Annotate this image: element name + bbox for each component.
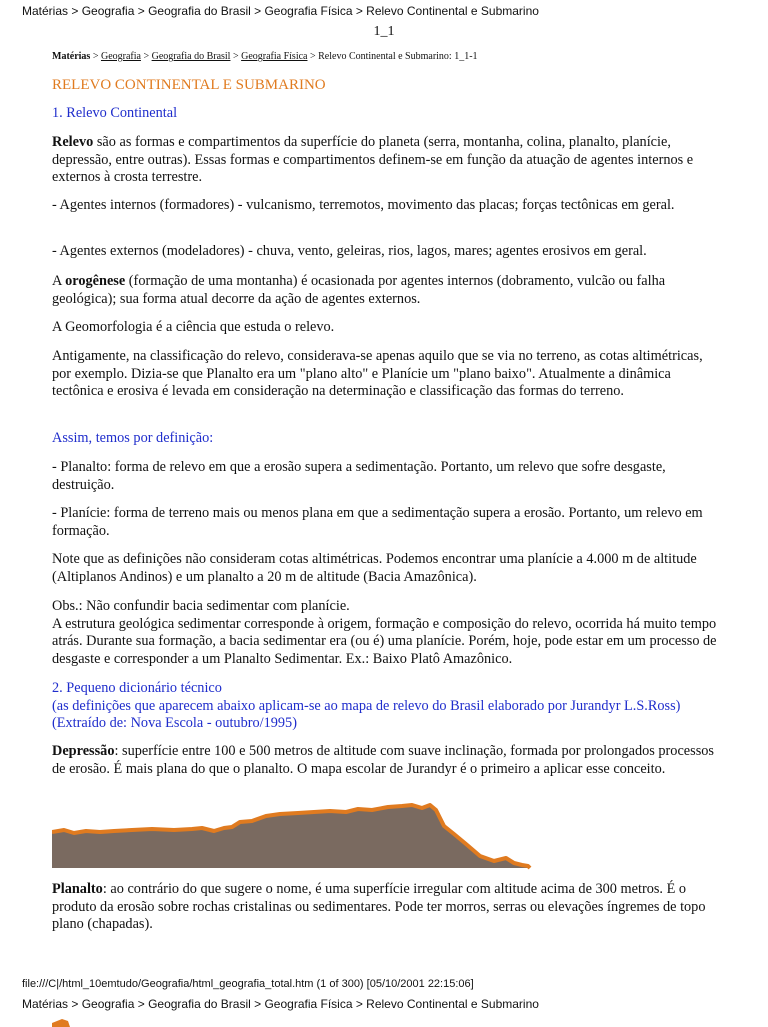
section-title: 2. Pequeno dicionário técnico [52, 680, 222, 696]
paragraph-text: A estrutura geológica sedimentar corresponde à origem, formação e composição do relevo, ocorrida há muito tempo atrás. Durante sua formação, a bacia sedimentar era (ou é) uma planície. Porém, hoje, pode estar em um processo de desgaste e corresponder a um Planalto Sedimentar. Ex.: Baixo Platô Amazônico. [52, 615, 717, 667]
obs-line: Obs.: Não confundir bacia sedimentar com planície. [52, 598, 350, 614]
crumb-sep: > [230, 51, 242, 62]
paragraph-planalto-def: - Planalto: forma de relevo em que a erosão supera a sedimentação. Portanto, um relevo que sofre desgaste, destruição. [52, 459, 666, 493]
file-path-footer: file:///C|/html_10emtudo/Geografia/html_geografia_total.htm (1 of 300) [05/10/2001 22:15:06] [22, 978, 474, 990]
paragraph-planicie-def: - Planície: forma de terreno mais ou menos plana em que a sedimentação supera a erosão. Portanto, um relevo em formação. [52, 505, 703, 539]
paragraph-text: são as formas e compartimentos da superfície do planeta (serra, montanha, colina, planalto, planície, depressão, entre outras). Essas formas e compartimentos definem-se em função da atuação de agentes internos e externos à crosta terrestre. [52, 134, 694, 185]
paragraph-planalto [52, 881, 718, 934]
crumb-geografia-fisica[interactable]: Geografia Física [241, 51, 308, 62]
crumb-geografia-brasil[interactable]: Geografia do Brasil [151, 51, 231, 62]
paragraph-text: : ao contrário do que sugere o nome, é uma superfície irregular com altitude acima de 300 metros. É o produto da erosão sobre rochas cristalinas ou sedimentares. Pode ter morros, serras ou elevações íngremes de topo plano (chapadas). [52, 881, 706, 932]
crumb-sep: > [90, 51, 101, 62]
definitions-heading: Assim, temos por definição: [52, 430, 214, 446]
terrain-fragment [52, 1017, 70, 1027]
crumb-geografia[interactable]: Geografia [100, 51, 141, 62]
depression-terrain-illustration [52, 800, 532, 872]
sub-breadcrumb [52, 51, 478, 62]
section-heading-1: 1. Relevo Continental [52, 105, 178, 121]
paragraph-text: (formação de uma montanha) é ocasionada por agentes internos (dobramento, vulcão ou falha geológica); sua forma atual decorre da ação de agentes externos. [52, 273, 666, 307]
term-depressao: Depressão [52, 743, 115, 759]
paragraph-text: A [52, 273, 66, 289]
paragraph-orogenese [52, 273, 718, 308]
article-title: RELEVO CONTINENTAL E SUBMARINO [52, 77, 326, 93]
section-heading-2 [52, 680, 718, 733]
page-header-breadcrumb-2: Matérias > Geografia > Geografia do Brasil > Geografia Física > Relevo Continental e Submarino [22, 997, 539, 1011]
paragraph-obs [52, 598, 718, 668]
page-number: 1_1 [373, 24, 395, 39]
paragraph-geomorfologia: A Geomorfologia é a ciência que estuda o relevo. [52, 319, 335, 335]
term-relevo: Relevo [52, 134, 94, 150]
crumb-materias[interactable]: Matérias [52, 51, 91, 62]
page-header-breadcrumb: Matérias > Geografia > Geografia do Brasil > Geografia Física > Relevo Continental e Submarino [22, 4, 539, 18]
paragraph-note: Note que as definições não consideram cotas altimétricas. Podemos encontrar uma planície a 4.000 m de altitude (Altiplanos Andinos) e um planalto a 20 m de altitude (Bacia Amazônica). [52, 551, 697, 585]
terrain-fragment-shape [52, 1019, 70, 1027]
paragraph-text: : superfície entre 100 e 500 metros de altitude com suave inclinação, formada por prolongados processos de erosão. É mais plana do que o planalto. O mapa escolar de Jurandyr é o primeiro a aplicar esse conceito. [52, 743, 714, 777]
paragraph-depressao [52, 743, 718, 778]
term-orogenese: orogênese [65, 273, 126, 289]
paragraph-relevo [52, 134, 718, 187]
paragraph-antigamente: Antigamente, na classificação do relevo, considerava-se apenas aquilo que se via no terreno, as cotas altimétricas, por exemplo. Dizia-se que Planalto era um "plano alto" e Planície um "plano baixo". Atualmente a dinâmica tectônica e erosiva é levada em consideração na determinação e classificação das formas do terreno. [52, 348, 703, 399]
paragraph-agentes-externos: - Agentes externos (modeladores) - chuva, vento, geleiras, rios, lagos, mares; agentes erosivos em geral. [52, 243, 647, 259]
paragraph-agentes-internos: - Agentes internos (formadores) - vulcanismo, terremotos, movimento das placas; forças tectônicas em geral. [52, 197, 675, 213]
crumb-sep: > [140, 51, 152, 62]
term-planalto: Planalto [52, 881, 103, 897]
crumb-current: > Relevo Continental e Submarino: 1_1-1 [307, 51, 478, 62]
section-source: (as definições que aparecem abaixo aplicam-se ao mapa de relevo do Brasil elaborado por Jurandyr L.S.Ross) (Extraído de: Nova Escola - outubro/1995) [52, 697, 681, 731]
